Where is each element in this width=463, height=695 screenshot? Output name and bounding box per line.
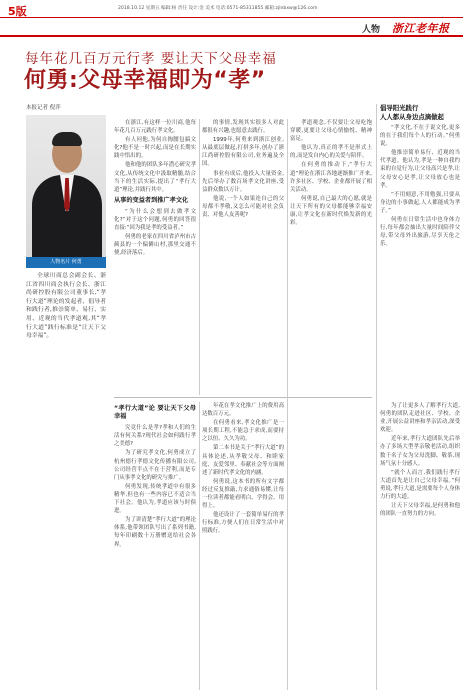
paragraph: 的事情,发现其实很多人对此都很有兴趣,也愿意去践行。 [202,120,284,135]
article-column-1 [114,119,196,395]
paragraph: 事业有成后,他投入大量资金,先后举办了数百场孝文化讲座,受益群众数以万计。 [202,170,284,193]
paragraph: 在浙江,有这样一位川商,他每年花几百万元践行孝文化。 [114,120,196,135]
column-divider [199,119,200,395]
paragraph: “孝文化,不在于说文化,更多的在于我们每个人的行动。”何勇说。 [380,125,460,148]
photo-caption: 人物名片 何勇 [26,257,106,268]
profile-bio [26,272,106,392]
article-subhead: 每年花几百万元行孝 要让天下父母幸福 [25,51,277,67]
paragraph: 为了让更多人了解孝行大道,何勇的团队走进社区、学校、企业,开展公益讲座和孝亲活动,深受欢迎。 [380,403,460,434]
column-divider [199,402,200,690]
article-column-2 [202,119,284,395]
paragraph: 为了讲清楚“孝行大道”的理论体系,他带领团队写出了系列书籍,每年印刷数十万册赠送给社会各界。 [114,517,196,548]
bio-text: 全球川商总会副会长、浙江省四川商会执行会长、浙江尚研控股有限公司董事长,“孝行大道”理论的发起者、倡导者和践行者,推崇简单、易行、实用、近观的当代孝道观,其“孝行大道”践行标准是“让天下父母幸福”。 [26,273,106,340]
paragraph: 让天下父母幸福,是何勇和他的团队一直努力的方向。 [380,503,460,518]
section-heading: “孝行大道”论 要让天下父母幸福 [114,405,196,421]
paragraph: “就个人而言,我们践行孝行大道首先是让自己父母幸福。”何勇说,孝行大道,是需要每个人身体力行的大道。 [380,469,460,501]
column-divider [287,119,288,690]
paragraph: 他推崇简单易行、近观的当代孝道。他认为,孝是一种自我约束的自觉行为,让父母高兴是孝,让父母安心是孝,让父母放心也是孝。 [380,150,460,189]
editor-info: 2018.10.12 星期五 编辑:杨 责任 设计:金 美术 电话:0571-85311855 邮箱:zjlnbxw@126.com [118,6,318,11]
article-column-5 [290,119,372,690]
paragraph: 孝道观念,不仅要让父母吃饱穿暖,更要让父母心情愉悦、精神富足。 [290,120,372,143]
column-divider [376,104,377,690]
paragraph: 他认为,真正的孝不是形式上的,而是发自内心的关爱与陪伴。 [290,145,372,160]
section-heading: 从事的变益者到推广孝文化 [114,196,189,204]
paragraph: 何勇说,自己最大的心愿,就是让天下所有的父母都能够幸福安康,让孝文化在新时代焕发新的光彩。 [290,195,372,227]
paragraph: 年花在孝文化推广上的费用高达数百万元。 [202,403,284,418]
paragraph: “为什么会想到去做孝文化?”对于这个问题,何勇的回答很直接:“因为我是孝的受益者。” [114,208,196,232]
article-column-4 [202,402,284,690]
page-header [0,0,463,18]
paragraph: 何勇发现,传统孝道中有很多精华,但也有一些内容已不适合当下社会。他认为,孝道应该与时俱进。 [114,483,196,515]
paragraph: 何勇的老家在四川省泸州市古蔺县的一个偏僻山村,那里交通不便,经济落后。 [114,234,196,257]
right-column-bottom [380,402,460,690]
paragraph: 何勇说,这本书的所有文字都经过反复推敲,力求通俗易懂,让每一位读者都能看明白、学得会、用得上。 [202,478,284,510]
portrait-photo [26,115,106,265]
paragraph: 第二本书是关于“孝行大道”的具体论述,从孝敬父母、和睦家庭、友爱邻里、奉献社会等方面阐述了新时代孝文化的内涵。 [202,445,284,476]
newspaper-logo: 浙江老年报 [392,22,450,35]
page-number: 5版 [8,5,27,18]
paragraph: 他和他的团队多年潜心研究孝文化,从传统文化中汲取精髓,结合当下的生活实际,提出了“孝行大道”理论,并践行其中。 [114,162,196,193]
section-bar [0,19,463,37]
paragraph: 在何勇的推动下,“孝行大道”理论在浙江各地逐渐推广开来,许多社区、学校、企业都开展了相关活动。 [290,162,372,193]
paragraph: 究竟什么是孝?孝和人们的生活有何关系?现代社会如何践行孝之美德? [114,425,196,448]
right-section-heading: 倡导阳光践行 人人都从身边点滴做起 [380,104,444,121]
right-column-top [380,124,460,400]
article-column-3 [114,402,196,690]
article-headline: 何勇:父母幸福即为“孝” [24,68,266,93]
section-name: 人物 [362,25,381,35]
paragraph: 为了研究孝文化,何勇成立了杭州德行孝德文化传播有限公司,公司经营半点不在于营利,而是专门从事孝文化的研究与推广。 [114,450,196,481]
paragraph: 在何勇看来,孝文化推广是一项长期工程,不能急于求成,而要持之以恒、久久为功。 [202,420,284,443]
paragraph: 他还设计了一套简单易行的孝行标准,方便人们在日常生活中对照践行。 [202,512,284,535]
paragraph: 他说,一个人如果连自己的父母都不孝敬,又怎么可能对社会负责、对他人友善呢? [202,195,284,219]
paragraph: 有人问他,为何自掏腰包搞文化?他不是一时兴起,而是在长期实践中悟出的。 [114,137,196,160]
paragraph: 1999年,何勇来到浙江创业,从最底层做起,打拼多年,创办了浙江尚研控股有限公司,业务遍及全国。 [202,137,284,168]
paragraph: 何勇在日常生活中也身体力行,每年都会抽出大量时间陪伴父母,带父母外出旅游,尽享天伦之乐。 [380,217,460,248]
paragraph: “不用刻意,不用勉强,只要从身边的小事做起,人人都能成为孝子。” [380,191,460,214]
article-byline: 本报记者 倪萍 [26,105,61,111]
paragraph: 近年来,孝行大道团队先后举办了多场大型孝亲敬老活动,组织数千名子女为父母洗脚、敬茶,现场气氛十分感人。 [380,436,460,467]
